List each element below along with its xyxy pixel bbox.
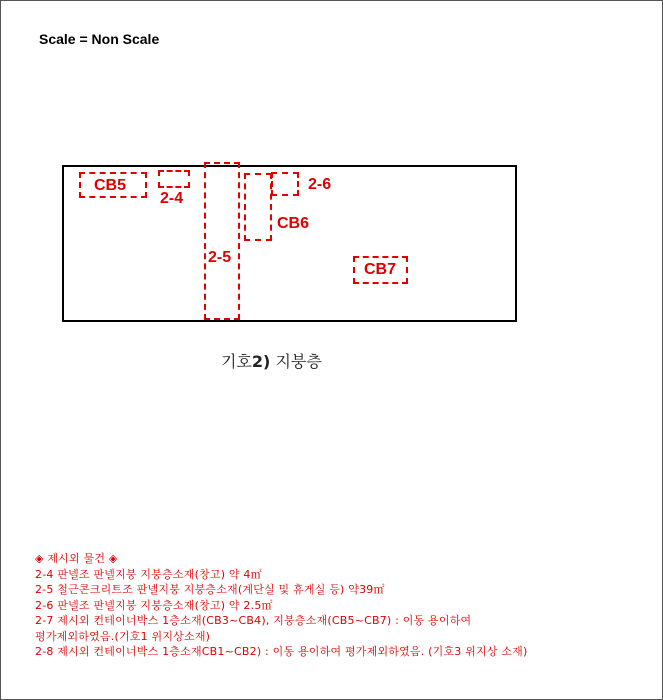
area-2-4-box: [158, 170, 190, 188]
note-line: 2-6 판넬조 판넬지붕 지붕층소재(창고) 약 2.5㎡: [35, 598, 273, 612]
caption-prefix: 기호: [221, 352, 252, 371]
cb7-label: CB7: [364, 261, 397, 278]
note-line: 2-8 제시외 컨테이너박스 1층소재CB1~CB2) : 이동 용이하여 평가제외하였음. (기호3 위지상 소재): [35, 645, 528, 658]
area-2-6-box: [271, 172, 299, 196]
notes-title: ◈ 제시외 물건 ◈: [35, 552, 118, 565]
cb5-label: CB5: [94, 177, 127, 194]
area-2-5-label: 2-5: [208, 249, 232, 266]
caption-suffix: 지붕층: [270, 352, 322, 371]
cb6-box: [244, 173, 272, 241]
cb6-label: CB6: [277, 215, 310, 232]
note-line: 평가제외하였음.(기호1 위지상소재): [35, 629, 211, 643]
drawing-caption: [221, 349, 322, 372]
area-2-5-box: [204, 162, 240, 320]
scale-label: Scale = Non Scale: [39, 31, 160, 47]
notes-block: [35, 551, 528, 660]
area-2-4-label: 2-4: [160, 190, 184, 207]
note-line: 2-5 철근콘크리트조 판넬지붕 지붕층소재(계단실 및 휴게실 등) 약39㎡: [35, 583, 385, 596]
note-line: 2-7 제시외 컨테이너박스 1층소재(CB3~CB4), 지붕층소재(CB5~CB7) : 이동 용이하여: [35, 614, 472, 627]
caption-number: 2): [251, 352, 271, 371]
area-2-6-label: 2-6: [308, 176, 332, 193]
note-line: 2-4 판넬조 판넬지붕 지붕층소재(창고) 약 4㎡: [35, 567, 262, 581]
